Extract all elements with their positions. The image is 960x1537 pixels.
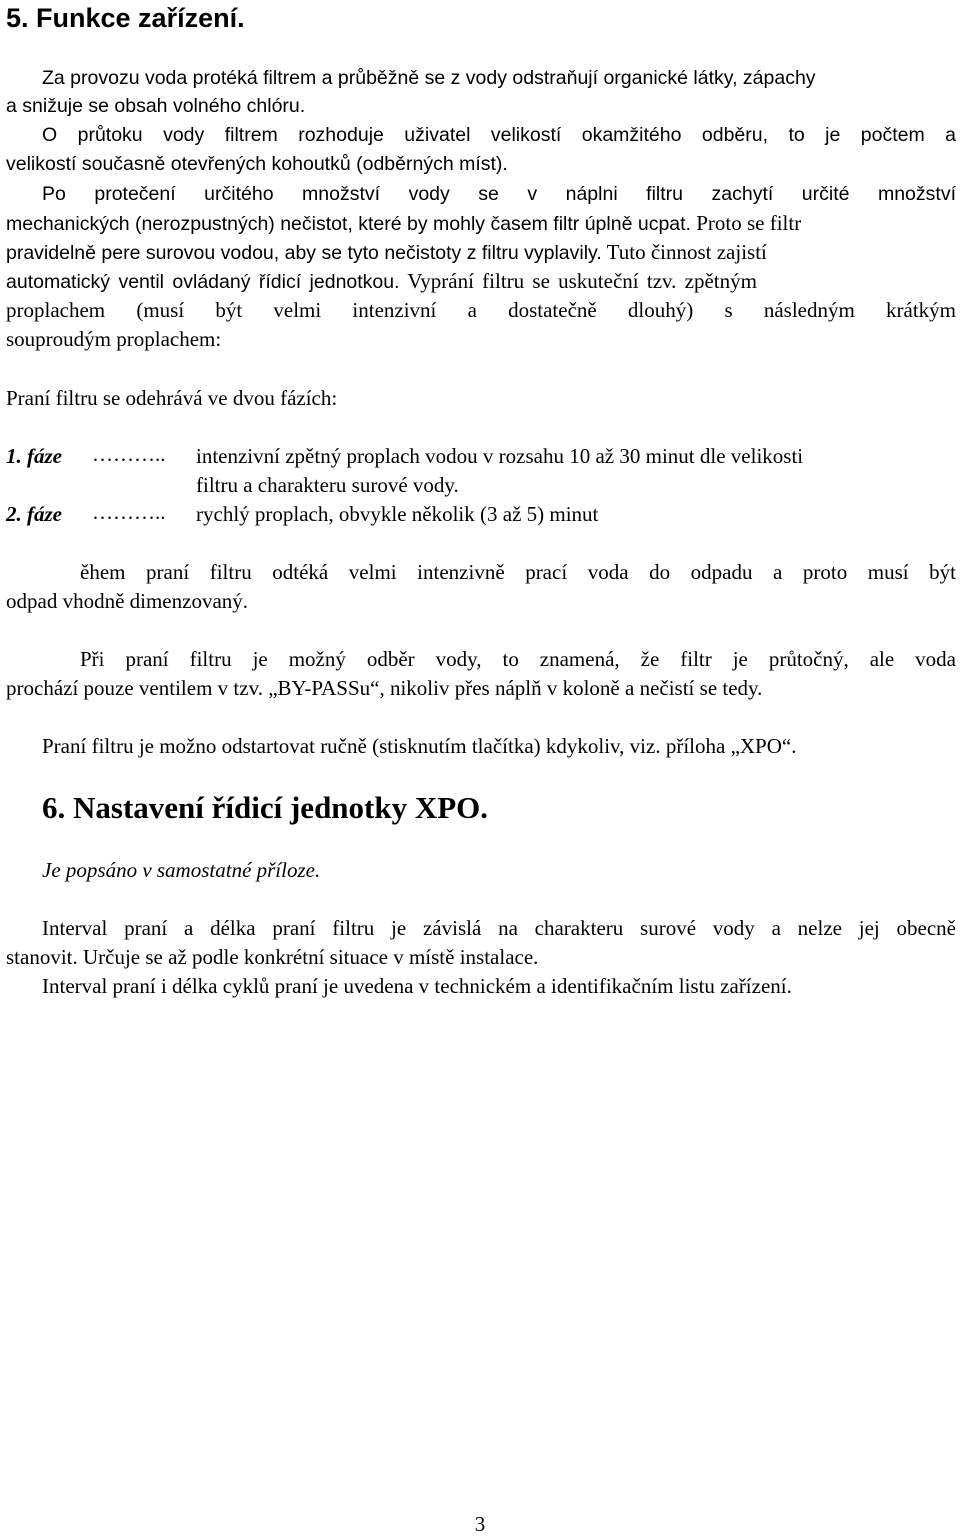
paragraph-line: ěhem praní filtru odtéká velmi intenzivně prací voda do odpadu a proto musí být xyxy=(80,560,956,584)
phase-description: filtru a charakteru surové vody. xyxy=(196,473,459,497)
paragraph-line: Praní filtru je možno odstartovat ručně (stisknutím tlačítka) kdykoliv, viz. příloha „XPO“. xyxy=(42,734,797,758)
phase-label: 1. fáze xyxy=(6,444,62,468)
page-number: 3 xyxy=(474,1512,486,1536)
paragraph-line: souproudým proplachem: xyxy=(6,327,222,351)
paragraph-line: Při praní filtru je možný odběr vody, to znamená, že filtr je průtočný, ale voda xyxy=(80,647,956,671)
section-5-heading: 5. Funkce zařízení. xyxy=(6,3,245,33)
paragraph-line: Interval praní i délka cyklů praní je uvedena v technickém a identifikačním listu zařízení. xyxy=(42,974,792,998)
phase-description: intenzivní zpětný proplach vodou v rozsahu 10 až 30 minut dle velikosti xyxy=(196,444,804,468)
phase-dots: ……….. xyxy=(92,442,166,466)
paragraph-line: a snižuje se obsah volného chlóru. xyxy=(6,95,306,117)
paragraph-segment: Vyprání filtru se uskuteční tzv. zpětným xyxy=(399,269,757,293)
paragraph-line: Interval praní a délka praní filtru je závislá na charakteru surové vody a nelze jej obecně xyxy=(42,916,956,940)
paragraph-segment: pravidelně pere surovou vodou, aby se tyto nečistoty z filtru vyplavily. xyxy=(6,242,602,264)
section-6-heading: 6. Nastavení řídicí jednotky XPO. xyxy=(42,790,489,825)
paragraph-line: O průtoku vody filtrem rozhoduje uživatel velikostí okamžitého odběru, to je počtem a xyxy=(42,124,956,146)
paragraph-line: Za provozu voda protéká filtrem a průběžně se z vody odstraňují organické látky, zápachy xyxy=(42,67,816,89)
phase-label: 2. fáze xyxy=(6,502,62,526)
paragraph-segment: Proto se filtr xyxy=(690,211,802,235)
paragraph-line xyxy=(6,209,801,238)
paragraph-line xyxy=(6,267,757,296)
paragraph-segment: automatický ventil ovládaný řídicí jednotkou. xyxy=(6,271,400,293)
paragraph-line: prochází pouze ventilem v tzv. „BY-PASSu“, nikoliv přes náplň v koloně a nečistí se tedy. xyxy=(6,676,763,700)
paragraph-line: stanovit. Určuje se až podle konkrétní situace v místě instalace. xyxy=(6,945,539,969)
paragraph-segment: Tuto činnost zajistí xyxy=(601,240,767,264)
phase-dots: ……….. xyxy=(92,500,166,524)
paragraph-line xyxy=(6,238,767,267)
paragraph-line: Po protečení určitého množství vody se v náplni filtru zachytí určité množství xyxy=(42,183,956,205)
phase-description: rychlý proplach, obvykle několik (3 až 5) minut xyxy=(196,502,599,526)
paragraph-line: velikostí současně otevřených kohoutků (odběrných míst). xyxy=(6,153,508,175)
paragraph-line: proplachem (musí být velmi intenzivní a dostatečně dlouhý) s následným krátkým xyxy=(6,298,956,322)
italic-note: Je popsáno v samostatné příloze. xyxy=(42,858,321,882)
phases-intro: Praní filtru se odehrává ve dvou fázích: xyxy=(6,386,338,410)
paragraph-segment: mechanických (nerozpustných) nečistot, které by mohly časem filtr úplně ucpat. xyxy=(6,213,691,235)
paragraph-line: odpad vhodně dimenzovaný. xyxy=(6,589,249,613)
